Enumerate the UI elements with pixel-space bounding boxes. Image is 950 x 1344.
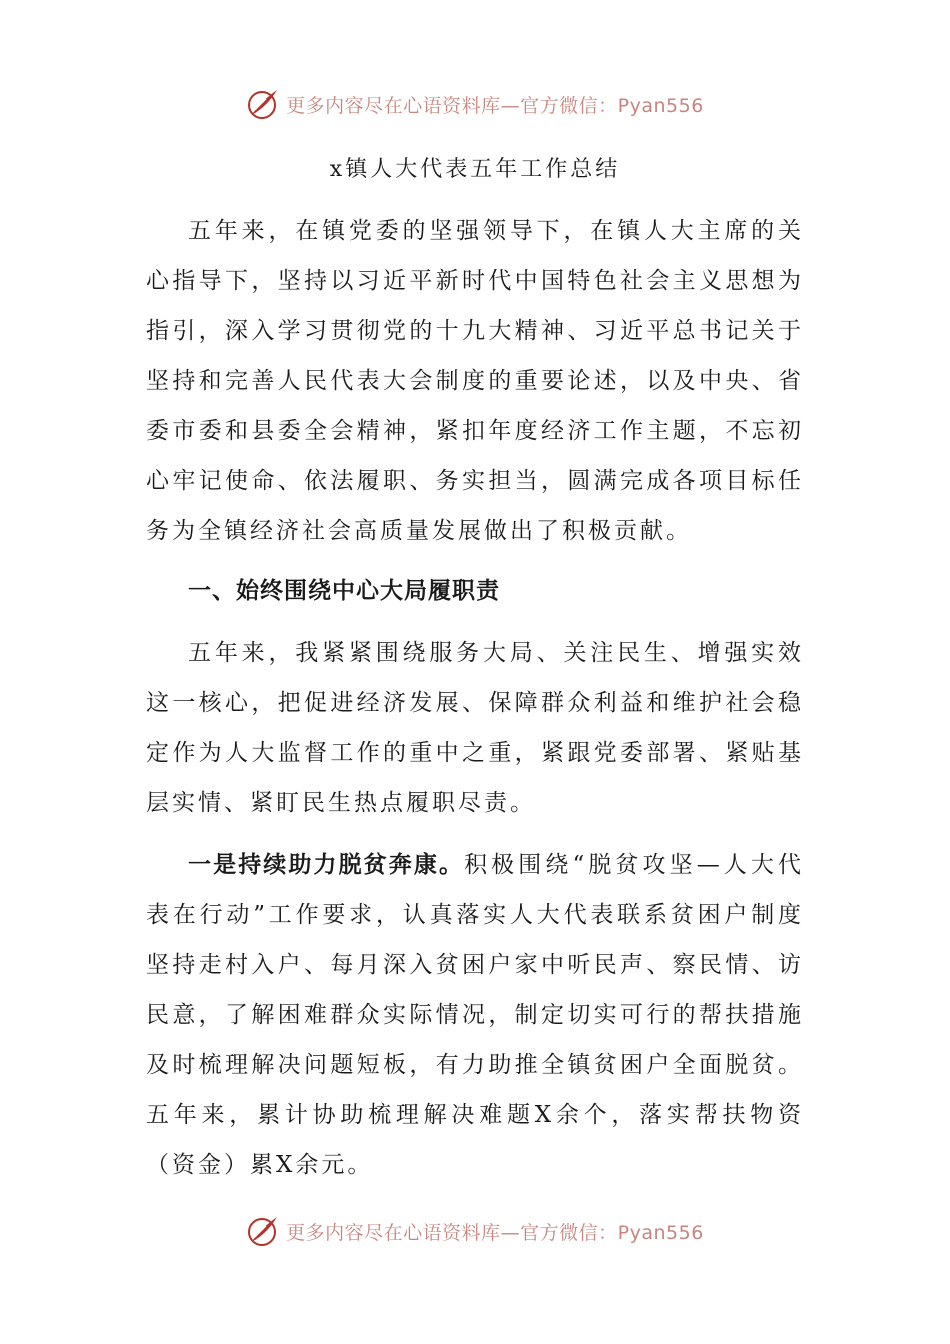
quill-logo-icon: [246, 1214, 280, 1248]
paragraph-body: 积极围绕“脱贫攻坚—人大代表在行动”工作要求，认真落实人大代表联系贫困户制度坚持走村入户、每月深入贫困户家中听民声、察民情、访民意，了解困难群众实际情况，制定切实可行的帮扶措施及时梳理解决问题短板，有力助推全镇贫困户全面脱贫。五年来，累计协助梳理解决难题X余个，落实帮扶物资（资金）累X余元。: [146, 852, 805, 1178]
document-body: [146, 206, 804, 1190]
section-heading-1: 一、始终围绕中心大局履职责: [188, 578, 500, 604]
footer-watermark-banner: [0, 1211, 950, 1251]
paragraph-poverty-relief: [146, 840, 804, 1190]
paragraph-section1: 五年来，我紧紧围绕服务大局、关注民生、增强实效这一核心，把促进经济发展、保障群众利益和维护社会稳定作为人大监督工作的重中之重，紧跟党委部署、紧贴基层实情、紧盯民生热点履职尽责。: [146, 640, 804, 816]
paragraph-lead: 一是持续助力脱贫奔康。: [188, 852, 465, 878]
watermark-text: 更多内容尽在心语资料库—官方微信：Pyan556: [286, 94, 704, 117]
header-watermark-banner: [0, 84, 950, 124]
quill-logo-icon: [246, 87, 280, 121]
paragraph-intro: 五年来，在镇党委的坚强领导下，在镇人大主席的关心指导下，坚持以习近平新时代中国特色社会主义思想为指引，深入学习贯彻党的十九大精神、习近平总书记关于坚持和完善人民代表大会制度的重要论述，以及中央、省委市委和县委全会精神，紧扣年度经济工作主题，不忘初心牢记使命、依法履职、务实担当，圆满完成各项目标任务为全镇经济社会高质量发展做出了积极贡献。: [146, 218, 804, 544]
watermark-text: 更多内容尽在心语资料库—官方微信：Pyan556: [286, 1221, 704, 1244]
document-title: x镇人大代表五年工作总结: [329, 157, 621, 182]
